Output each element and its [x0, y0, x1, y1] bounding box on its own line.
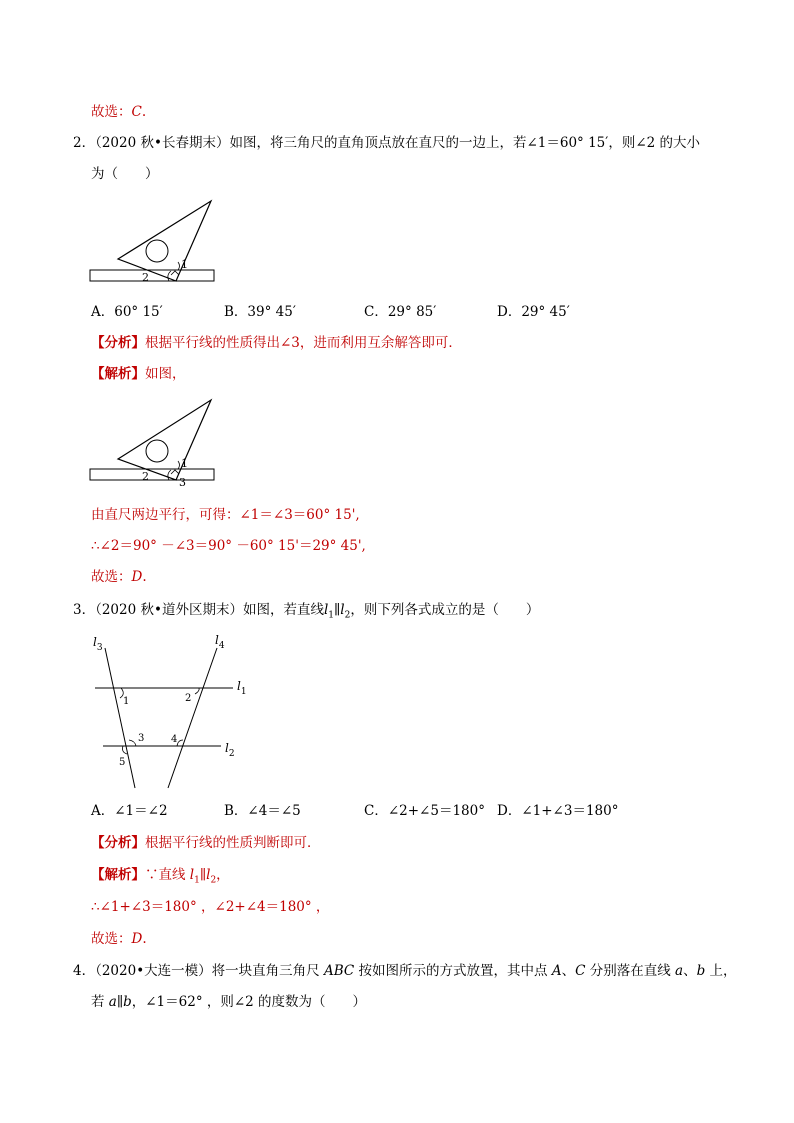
- label-l3: $l_3$: [93, 635, 103, 653]
- line-symbol: l: [323, 602, 329, 618]
- question-stem: 按如图所示的方式放置，其中点: [354, 963, 552, 979]
- question-stem: 将一块直角三角尺: [211, 963, 324, 979]
- option-key: D．: [497, 304, 522, 320]
- q2-analysis: [91, 334, 462, 352]
- q2-figure-1: [85, 195, 220, 290]
- solution-text: 如图，: [145, 366, 186, 382]
- ruler-shape: [90, 469, 214, 480]
- q3-stem: [73, 601, 539, 625]
- option-text: 39° 45′: [247, 304, 296, 320]
- question-source: （2020•大连一模）: [95, 963, 212, 979]
- circle-hole-shape: [146, 440, 168, 462]
- question-stem: 分别落在直线: [585, 963, 675, 979]
- question-number: 4．: [73, 963, 96, 979]
- q3-figure: [85, 628, 260, 793]
- solution-text-end: ，: [216, 867, 230, 883]
- label-l1: $l_1$: [237, 679, 247, 697]
- option-key: B．: [224, 803, 248, 819]
- answer-suffix: .: [142, 931, 147, 947]
- question-number: 2．: [73, 135, 96, 151]
- q3-step1: ∴∠1+∠3＝180° ，∠2+∠4＝180° ，: [91, 899, 330, 915]
- question-stem: 上，: [705, 963, 737, 979]
- option-text: ∠4＝∠5: [247, 803, 301, 819]
- line-b: b: [696, 963, 706, 979]
- angle-label-4: 4: [171, 734, 178, 745]
- q3-analysis: [91, 834, 321, 852]
- q3-answer: [91, 930, 147, 948]
- question-source: （2020 秋•道外区期末）: [95, 602, 243, 618]
- q4-stem-line1: [73, 962, 737, 980]
- option-text: 60° 15′: [114, 304, 163, 320]
- option-text: ∠1+∠3＝180°: [521, 803, 619, 819]
- angle-arc-1: [178, 262, 180, 270]
- q2-figure-2: [85, 390, 220, 487]
- parallel-symbol: ∥: [334, 602, 341, 618]
- line-subscript: 2: [210, 875, 217, 886]
- q3-option-b: [224, 802, 301, 820]
- answer-prefix: 故选：: [91, 931, 132, 947]
- q2-step2: ∴∠2＝90° －∠3＝90° －60° 15'＝29° 45',: [91, 538, 366, 554]
- option-key: C．: [364, 803, 388, 819]
- line-subscript: 1: [328, 610, 335, 621]
- answer-suffix: .: [141, 104, 147, 120]
- triangle-shape: [118, 201, 211, 281]
- answer-prefix: 故选：: [91, 104, 132, 120]
- option-key: A．: [91, 803, 115, 819]
- q2-option-d: [497, 303, 570, 321]
- separator: 、: [561, 963, 576, 979]
- question-stem: 若: [91, 994, 109, 1010]
- angle-label-1: 1: [123, 696, 130, 707]
- option-key: A．: [91, 304, 115, 320]
- solution-tag: 【解析】: [91, 867, 145, 883]
- option-text: 29° 85′: [387, 304, 437, 320]
- q2-stem-line1: [73, 134, 700, 152]
- option-key: C．: [364, 304, 388, 320]
- question-stem-end: ，则下列各式成立的是（ ）: [350, 602, 540, 618]
- line-symbol: l: [206, 867, 211, 883]
- analysis-text: 根据平行线的性质得出∠3，进而利用互余解答即可．: [145, 335, 462, 351]
- question-number: 3．: [73, 602, 96, 618]
- angle-label-1: 1: [181, 258, 188, 271]
- answer-suffix: .: [142, 569, 147, 585]
- q3-option-c: [364, 802, 485, 820]
- answer-prefix: 故选：: [91, 569, 132, 585]
- line-subscript: 2: [344, 610, 351, 621]
- line-a: a: [675, 963, 684, 979]
- circle-hole-shape: [146, 240, 168, 262]
- q2-stem-line2: 为（ ）: [91, 166, 159, 182]
- angle-arc-1: [178, 461, 180, 469]
- q3-option-a: [91, 802, 168, 820]
- answer-choice: C: [131, 104, 142, 120]
- q2-step1: 由直尺两边平行，可得：∠1＝∠3＝60° 15',: [91, 507, 360, 523]
- q2-option-c: [364, 303, 436, 321]
- angle-label-2: 2: [185, 693, 192, 704]
- angle-label-2: 2: [142, 271, 149, 284]
- line-symbol: l: [340, 602, 345, 618]
- parallel-symbol: ∥: [199, 867, 207, 883]
- line-subscript: 1: [194, 875, 200, 886]
- right-angle-mark: [171, 470, 179, 474]
- point-c: C: [575, 963, 586, 979]
- solution-text: ∵直线: [145, 867, 190, 883]
- triangle-shape: [118, 400, 211, 480]
- angle-label-3: 3: [179, 476, 186, 487]
- angle-label-1: 1: [181, 457, 188, 470]
- angle-label-2: 2: [142, 470, 149, 483]
- angle-label-3: 3: [138, 733, 145, 744]
- question-stem: 如图，若直线: [242, 602, 324, 618]
- line-symbol: l: [189, 867, 195, 883]
- question-stem: 如图，将三角尺的直角顶点放在直尺的一边上，若∠1＝60° 15′，则∠2 的大小: [229, 135, 701, 151]
- q1-answer: [91, 103, 146, 121]
- right-angle-mark: [171, 271, 179, 275]
- option-key: D．: [497, 803, 522, 819]
- angle-arc-3: [129, 740, 136, 746]
- q2-solution-intro: [91, 365, 186, 383]
- answer-choice: D: [131, 569, 143, 585]
- analysis-text: 根据平行线的性质判断即可．: [145, 835, 321, 851]
- q2-answer: [91, 568, 147, 586]
- analysis-tag: 【分析】: [91, 835, 145, 851]
- q3-solution: [91, 866, 230, 890]
- triangle-name: ABC: [323, 963, 355, 979]
- label-l2: $l_2$: [225, 741, 235, 759]
- angle-arc-2: [195, 688, 199, 694]
- parallel-condition: a∥b: [108, 994, 132, 1010]
- option-text: 29° 45′: [521, 304, 570, 320]
- point-a: A: [551, 963, 562, 979]
- angle-label-5: 5: [119, 757, 126, 768]
- q3-option-d: [497, 802, 618, 820]
- option-text: ∠2+∠5＝180°: [387, 803, 485, 819]
- q4-stem-line2: [91, 993, 366, 1011]
- analysis-tag: 【分析】: [91, 335, 145, 351]
- question-stem: ，∠1＝62° ，则∠2 的度数为（ ）: [131, 994, 367, 1010]
- solution-tag: 【解析】: [91, 366, 145, 382]
- separator: 、: [683, 963, 697, 979]
- q2-option-a: [91, 303, 163, 321]
- label-l4: $l_4$: [215, 633, 225, 651]
- angle-arc-4: [177, 740, 183, 746]
- option-text: ∠1＝∠2: [114, 803, 168, 819]
- line-l4: [168, 648, 217, 788]
- answer-choice: D: [131, 931, 143, 947]
- question-source: （2020 秋•长春期末）: [95, 135, 230, 151]
- option-key: B．: [224, 304, 248, 320]
- q2-option-b: [224, 303, 296, 321]
